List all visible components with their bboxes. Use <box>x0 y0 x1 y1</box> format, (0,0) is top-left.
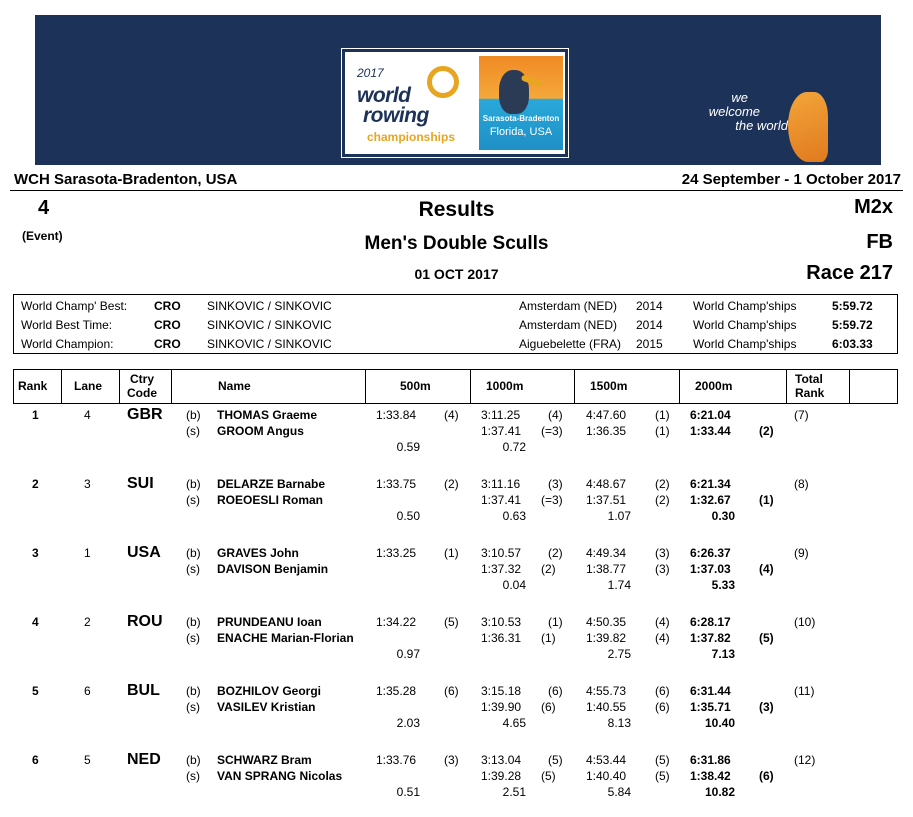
segment-time-1000: 1:37.41 <box>481 424 522 438</box>
logo-rowing: rowing <box>363 104 429 127</box>
rower-position: (b) <box>186 408 201 422</box>
crew-rank: 2 <box>32 477 39 491</box>
split-rank-500: (3) <box>444 753 459 767</box>
split-time-1500: 4:49.34 <box>586 546 627 560</box>
total-rank: (9) <box>794 546 809 560</box>
result-row <box>0 406 913 472</box>
delta-500: 0.51 <box>396 785 420 799</box>
rower-name: VAN SPRANG Nicolas <box>217 769 343 783</box>
crew-lane: 6 <box>84 684 91 698</box>
segment-time-1000: 1:39.28 <box>481 769 522 783</box>
segment-rank-1000: (=3) <box>541 424 563 438</box>
split-time-1000: 3:15.18 <box>481 684 522 698</box>
record-label: World Champion: <box>21 337 114 351</box>
result-row <box>0 751 913 817</box>
split-time-500: 1:34.22 <box>376 615 417 629</box>
col-2000m: 2000m <box>695 379 733 393</box>
crew-lane: 3 <box>84 477 91 491</box>
split-time-1500: 4:48.67 <box>586 477 627 491</box>
split-time-500: 1:33.84 <box>376 408 417 422</box>
event-dates: 24 September - 1 October 2017 <box>681 171 901 188</box>
delta-1000: 0.04 <box>502 578 526 592</box>
delta-1500: 2.75 <box>607 647 631 661</box>
split-time-1500: 4:53.44 <box>586 753 627 767</box>
delta-1000: 2.51 <box>502 785 526 799</box>
rower-position: (s) <box>186 700 200 714</box>
crew-country: BUL <box>127 682 160 699</box>
col-1500m: 1500m <box>590 379 628 393</box>
rower-name: DELARZE Barnabe <box>217 477 326 491</box>
col-1000m: 1000m <box>486 379 524 393</box>
segment-rank-1000: (5) <box>541 769 556 783</box>
split-time-1500: 4:47.60 <box>586 408 627 422</box>
split-rank-500: (5) <box>444 615 459 629</box>
total-rank: (7) <box>794 408 809 422</box>
segment-time-1000: 1:37.32 <box>481 562 522 576</box>
split-rank-1500: (2) <box>655 477 670 491</box>
results-table-header <box>13 369 898 404</box>
delta-1000: 0.72 <box>502 440 526 454</box>
welcome-pelican-icon <box>788 92 828 162</box>
rower-position: (s) <box>186 424 200 438</box>
segment-time-1500: 1:36.35 <box>586 424 627 438</box>
split-time-1000: 3:10.53 <box>481 615 522 629</box>
crew-lane: 5 <box>84 753 91 767</box>
segment-rank-2000: (5) <box>759 631 774 645</box>
finish-time: 6:21.04 <box>690 408 731 422</box>
record-row <box>14 334 897 353</box>
result-row <box>0 613 913 679</box>
split-rank-500: (2) <box>444 477 459 491</box>
rower-position: (b) <box>186 753 201 767</box>
logo-state: Florida, USA <box>489 126 553 138</box>
rower-name: PRUNDEANU Ioan <box>217 615 322 629</box>
col-ctry-code: Ctry Code <box>127 372 157 400</box>
delta-2000: 10.40 <box>704 716 735 730</box>
championship-logo <box>342 49 568 157</box>
finish-time: 6:31.86 <box>690 753 731 767</box>
segment-time-1000: 1:39.90 <box>481 700 522 714</box>
record-competition: World Champ'ships <box>693 337 797 351</box>
segment-rank-1500: (1) <box>655 424 670 438</box>
segment-rank-1500: (3) <box>655 562 670 576</box>
race-stage: FB <box>866 231 893 253</box>
split-time-500: 1:33.75 <box>376 477 417 491</box>
split-time-500: 1:35.28 <box>376 684 417 698</box>
record-label: World Best Time: <box>21 318 113 332</box>
col-500m: 500m <box>400 379 431 393</box>
rower-name: SCHWARZ Bram <box>217 753 312 767</box>
rower-name: GROOM Angus <box>217 424 304 438</box>
finish-time: 6:21.34 <box>690 477 731 491</box>
header-banner <box>35 15 881 165</box>
delta-500: 0.97 <box>396 647 420 661</box>
crew-country: SUI <box>127 475 154 492</box>
split-rank-1500: (4) <box>655 615 670 629</box>
split-time-500: 1:33.76 <box>376 753 417 767</box>
split-rank-1000: (1) <box>548 615 563 629</box>
boat-class-name: Men's Double Sculls <box>364 233 549 254</box>
record-crew: SINKOVIC / SINKOVIC <box>207 337 332 351</box>
segment-time-2000: 1:37.03 <box>690 562 731 576</box>
segment-time-2000: 1:33.44 <box>690 424 731 438</box>
rower-position: (b) <box>186 477 201 491</box>
crew-rank: 4 <box>32 615 39 629</box>
segment-rank-1000: (6) <box>541 700 556 714</box>
crew-rank: 3 <box>32 546 39 560</box>
records-box <box>13 294 898 354</box>
logo-world: world <box>357 84 411 107</box>
result-row <box>0 475 913 541</box>
segment-rank-2000: (6) <box>759 769 774 783</box>
event-label: (Event) <box>22 229 63 243</box>
record-time: 5:59.72 <box>832 318 873 332</box>
split-time-1000: 3:10.57 <box>481 546 522 560</box>
record-venue: Aiguebelette (FRA) <box>519 337 622 351</box>
delta-1500: 1.07 <box>607 509 631 523</box>
split-rank-1000: (5) <box>548 753 563 767</box>
total-rank: (8) <box>794 477 809 491</box>
split-time-1000: 3:11.16 <box>481 477 521 491</box>
record-crew: SINKOVIC / SINKOVIC <box>207 318 332 332</box>
delta-500: 2.03 <box>396 716 420 730</box>
event-code: M2x <box>854 196 893 218</box>
delta-1500: 1.74 <box>607 578 631 592</box>
segment-rank-1500: (5) <box>655 769 670 783</box>
split-rank-500: (1) <box>444 546 459 560</box>
split-time-1000: 3:11.25 <box>481 408 521 422</box>
delta-1500: 5.84 <box>607 785 631 799</box>
segment-time-1500: 1:37.51 <box>586 493 627 507</box>
segment-rank-1000: (=3) <box>541 493 563 507</box>
result-row <box>0 544 913 610</box>
col-total-rank: Total Rank <box>795 372 825 400</box>
split-time-1000: 3:13.04 <box>481 753 522 767</box>
record-ctry: CRO <box>154 299 181 313</box>
record-venue: Amsterdam (NED) <box>519 318 618 332</box>
segment-time-2000: 1:35.71 <box>690 700 731 714</box>
record-row <box>14 315 897 334</box>
crew-country: USA <box>127 544 161 561</box>
record-year: 2014 <box>636 299 663 313</box>
segment-time-1500: 1:40.55 <box>586 700 627 714</box>
crew-country: NED <box>127 751 161 768</box>
split-rank-1000: (6) <box>548 684 563 698</box>
record-year: 2014 <box>636 318 663 332</box>
delta-1000: 0.63 <box>502 509 526 523</box>
rower-name: GRAVES John <box>217 546 299 560</box>
delta-2000: 0.30 <box>711 509 735 523</box>
split-rank-1000: (2) <box>548 546 563 560</box>
segment-rank-1000: (1) <box>541 631 556 645</box>
split-time-1500: 4:55.73 <box>586 684 627 698</box>
logo-championships: championships <box>367 130 456 144</box>
crew-rank: 5 <box>32 684 39 698</box>
crew-rank: 1 <box>32 408 39 422</box>
record-label: World Champ' Best: <box>21 299 128 313</box>
rower-name: BOZHILOV Georgi <box>217 684 322 698</box>
delta-2000: 10.82 <box>704 785 735 799</box>
split-rank-500: (4) <box>444 408 459 422</box>
rower-name: ENACHE Marian-Florian <box>217 631 354 645</box>
record-row <box>14 296 897 315</box>
split-rank-1500: (3) <box>655 546 670 560</box>
total-rank: (11) <box>794 684 815 698</box>
segment-time-1000: 1:37.41 <box>481 493 522 507</box>
split-time-1500: 4:50.35 <box>586 615 627 629</box>
col-lane: Lane <box>74 379 103 393</box>
split-rank-1500: (5) <box>655 753 670 767</box>
record-time: 5:59.72 <box>832 299 873 313</box>
split-rank-500: (6) <box>444 684 459 698</box>
total-rank: (12) <box>794 753 816 767</box>
split-rank-1000: (3) <box>548 477 563 491</box>
delta-500: 0.50 <box>396 509 420 523</box>
rower-position: (s) <box>186 493 200 507</box>
rower-position: (s) <box>186 562 200 576</box>
segment-rank-1500: (2) <box>655 493 670 507</box>
segment-rank-2000: (4) <box>759 562 774 576</box>
segment-time-1500: 1:38.77 <box>586 562 627 576</box>
rower-position: (b) <box>186 615 201 629</box>
segment-rank-2000: (1) <box>759 493 774 507</box>
rower-name: VASILEV Kristian <box>217 700 316 714</box>
rower-name: ROEOESLI Roman <box>217 493 324 507</box>
rower-position: (s) <box>186 631 200 645</box>
col-rank: Rank <box>18 379 48 393</box>
delta-500: 0.59 <box>396 440 420 454</box>
split-rank-1000: (4) <box>548 408 563 422</box>
segment-time-2000: 1:38.42 <box>690 769 731 783</box>
finish-time: 6:31.44 <box>690 684 731 698</box>
crew-lane: 2 <box>84 615 91 629</box>
record-venue: Amsterdam (NED) <box>519 299 618 313</box>
record-competition: World Champ'ships <box>693 318 797 332</box>
record-year: 2015 <box>636 337 663 351</box>
rower-position: (s) <box>186 769 200 783</box>
segment-rank-2000: (3) <box>759 700 774 714</box>
logo-ring-icon <box>427 66 459 98</box>
split-time-500: 1:33.25 <box>376 546 417 560</box>
segment-time-2000: 1:37.82 <box>690 631 731 645</box>
record-competition: World Champ'ships <box>693 299 797 313</box>
segment-time-2000: 1:32.67 <box>690 493 731 507</box>
event-number: 4 <box>38 197 50 219</box>
crew-lane: 4 <box>84 408 91 422</box>
logo-city: Sarasota-Bradenton <box>482 114 560 123</box>
logo-year: 2017 <box>357 66 384 80</box>
rower-position: (b) <box>186 546 201 560</box>
race-date: 01 OCT 2017 <box>414 266 499 282</box>
delta-2000: 5.33 <box>711 578 735 592</box>
delta-2000: 7.13 <box>711 647 735 661</box>
crew-country: ROU <box>127 613 163 630</box>
crew-country: GBR <box>127 406 163 423</box>
segment-time-1500: 1:40.40 <box>586 769 627 783</box>
crew-lane: 1 <box>84 546 91 560</box>
crew-rank: 6 <box>32 753 39 767</box>
segment-time-1500: 1:39.82 <box>586 631 627 645</box>
segment-rank-1000: (2) <box>541 562 556 576</box>
record-time: 6:03.33 <box>832 337 873 351</box>
delta-1000: 4.65 <box>502 716 526 730</box>
record-ctry: CRO <box>154 318 181 332</box>
col-name: Name <box>218 379 251 393</box>
delta-1500: 8.13 <box>607 716 631 730</box>
segment-rank-2000: (2) <box>759 424 774 438</box>
finish-time: 6:28.17 <box>690 615 731 629</box>
split-rank-1500: (1) <box>655 408 670 422</box>
record-ctry: CRO <box>154 337 181 351</box>
split-rank-1500: (6) <box>655 684 670 698</box>
segment-rank-1500: (6) <box>655 700 670 714</box>
rower-name: THOMAS Graeme <box>217 408 318 422</box>
rower-name: DAVISON Benjamin <box>217 562 329 576</box>
total-rank: (10) <box>794 615 816 629</box>
result-row <box>0 682 913 748</box>
logo-pelican-panel <box>479 56 563 150</box>
finish-time: 6:26.37 <box>690 546 731 560</box>
record-crew: SINKOVIC / SINKOVIC <box>207 299 332 313</box>
segment-rank-1500: (4) <box>655 631 670 645</box>
page-title: Results <box>418 198 495 221</box>
rower-position: (b) <box>186 684 201 698</box>
welcome-slogan: we welcome the world <box>708 90 788 133</box>
venue-title: WCH Sarasota-Bradenton, USA <box>14 171 238 188</box>
header-divider <box>10 190 903 191</box>
race-number: Race 217 <box>806 262 893 284</box>
segment-time-1000: 1:36.31 <box>481 631 522 645</box>
